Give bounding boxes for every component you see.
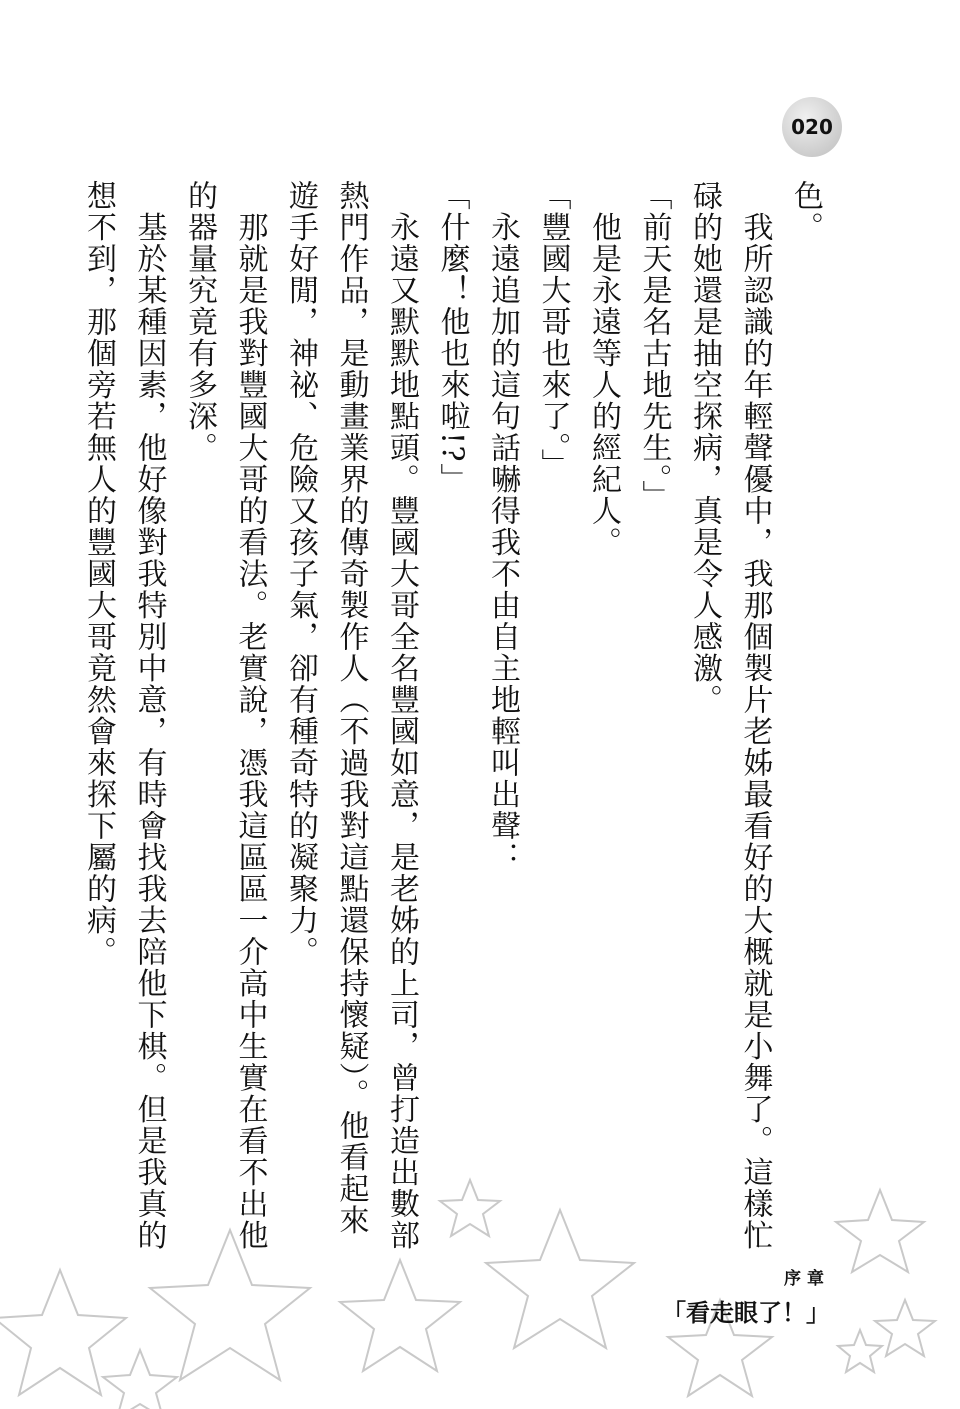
paragraph: 色。 (788, 180, 823, 243)
paragraph: 永遠又默默地點頭。豐國大哥全名豐國如意，是老姊的上司，曾打造出數部熱門作品，是動畫業界的傳奇製作人（不過我對這點還保持懷疑）。他看起來遊手好閒，神祕、危險又孩子氣，卻有種奇特的凝聚力。 (283, 180, 419, 1251)
chapter-title: 「看走眼了！」 (662, 1299, 830, 1327)
paragraph: 基於某種因素，他好像對我特別中意，有時會找我去陪他下棋。但是我真的想不到，那個旁若無人的豐國大哥竟然會來探下屬的病。 (81, 180, 167, 1251)
paragraph: 永遠追加的這句話嚇得我不由自主地輕叫出聲： (485, 180, 520, 873)
page-number-badge (782, 97, 842, 157)
paragraph: 「前天是名古地先生。」 (636, 180, 672, 512)
paragraph: 「什麼！他也來啦!?」 (434, 180, 470, 495)
paragraph: 他是永遠等人的經紀人。 (586, 180, 621, 558)
chapter-heading (662, 1264, 830, 1328)
paragraph: 我所認識的年輕聲優中，我那個製片老姊最看好的大概就是小舞了。這樣忙碌的她還是抽空探病，真是令人感激。 (687, 180, 773, 1251)
paragraph: 那就是我對豐國大哥的看法。老實說，憑我這區區一介高中生實在看不出他的器量究竟有多深。 (182, 180, 268, 1251)
paragraph: 「豐國大哥也來了。」 (535, 180, 571, 480)
chapter-label: 序章 (784, 1269, 830, 1289)
page-number: 020 (791, 115, 833, 139)
body-text (73, 180, 831, 1255)
